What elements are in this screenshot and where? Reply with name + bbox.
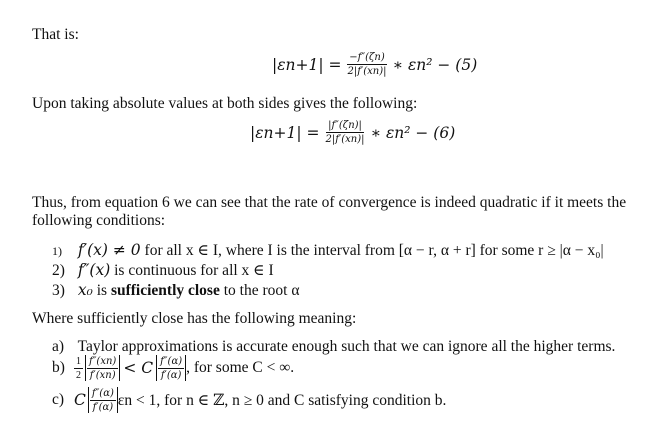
ratio-c-numerator: f″(α) [91,387,114,399]
equation-6 [250,120,455,145]
condition-1 [52,241,604,260]
condition-3-text-after: to the root α [219,282,300,299]
condition-2 [52,261,274,280]
ratio-c-denominator: f′(α) [92,401,114,413]
meaning-c-ratio [88,387,118,413]
eq5-lhs: |εn+1| = [272,55,342,74]
intro-text: That is: [32,26,79,43]
half-numerator: 1 [76,355,81,367]
meaning-b-ratio-2 [156,355,186,381]
condition-2-text: is continuous for all x ∈ I [114,262,274,279]
eq6-lhs: |εn+1| = [250,123,320,142]
ratio-2-numerator: f″(α) [160,355,183,367]
meaning-c-marker: c) [52,391,65,408]
meaning-b-marker: b) [52,359,65,376]
condition-3 [52,281,299,300]
eq6-numerator: |f″(ζn)| [328,120,362,131]
eq6-rhs: ∗ εn² − (6) [370,123,456,142]
meaning-b-half [74,356,83,381]
eq5-fraction [346,52,389,77]
meaning-c-constant: C [74,391,86,409]
absolute-values-text: Upon taking absolute values at both sides gives the following: [32,95,418,112]
eq6-denominator: 2|f′(xn)| [325,134,365,145]
meaning-b-text: , for some C < ∞. [186,359,295,376]
condition-3-bold: sufficiently close [110,282,220,299]
meaning-c [52,387,446,413]
meaning-b-ratio-1 [85,355,120,381]
ratio-1-numerator: f″(xn) [89,355,117,367]
meaning-a-marker: a) [52,338,65,355]
ratio-1-denominator: f′(xn) [89,369,116,381]
eq5-rhs: ∗ εn² − (5) [392,55,478,74]
conclusion-line-2: following conditions: [32,212,166,229]
equation-5 [272,52,477,77]
conclusion-line-1: Thus, from equation 6 we can see that the rate of convergence is indeed quadratic if it meets the [32,194,627,211]
ratio-2-denominator: f′(α) [160,369,182,381]
condition-1-marker: 1) [52,244,62,258]
condition-3-math: x₀ [77,281,93,299]
condition-1-text: for all x ∈ I, where I is the interval from [α − r, α + r] for some r ≥ |α − x₀| [144,242,604,259]
half-denominator: 2 [76,369,81,381]
meaning-a-text: Taylor approximations is accurate enough such that we can ignore all the higher terms. [77,338,616,355]
eq6-fraction [324,120,367,145]
eq5-numerator: −f″(ζn) [349,52,385,63]
meaning-b [52,355,294,381]
meaning-intro: Where sufficiently close has the following meaning: [32,310,357,327]
meaning-a [52,338,615,356]
eq5-denominator: 2|f′(xn)| [347,66,387,77]
condition-2-math: f″(x) [77,261,111,279]
condition-3-text-before: is [96,282,111,299]
condition-1-math: f′(x) ≠ 0 [77,241,141,259]
meaning-b-lt: < C [123,359,154,377]
meaning-c-text: εn < 1, for n ∈ ℤ, n ≥ 0 and C satisfying condition b. [117,391,447,409]
condition-2-marker: 2) [52,262,65,279]
condition-3-marker: 3) [52,282,65,299]
